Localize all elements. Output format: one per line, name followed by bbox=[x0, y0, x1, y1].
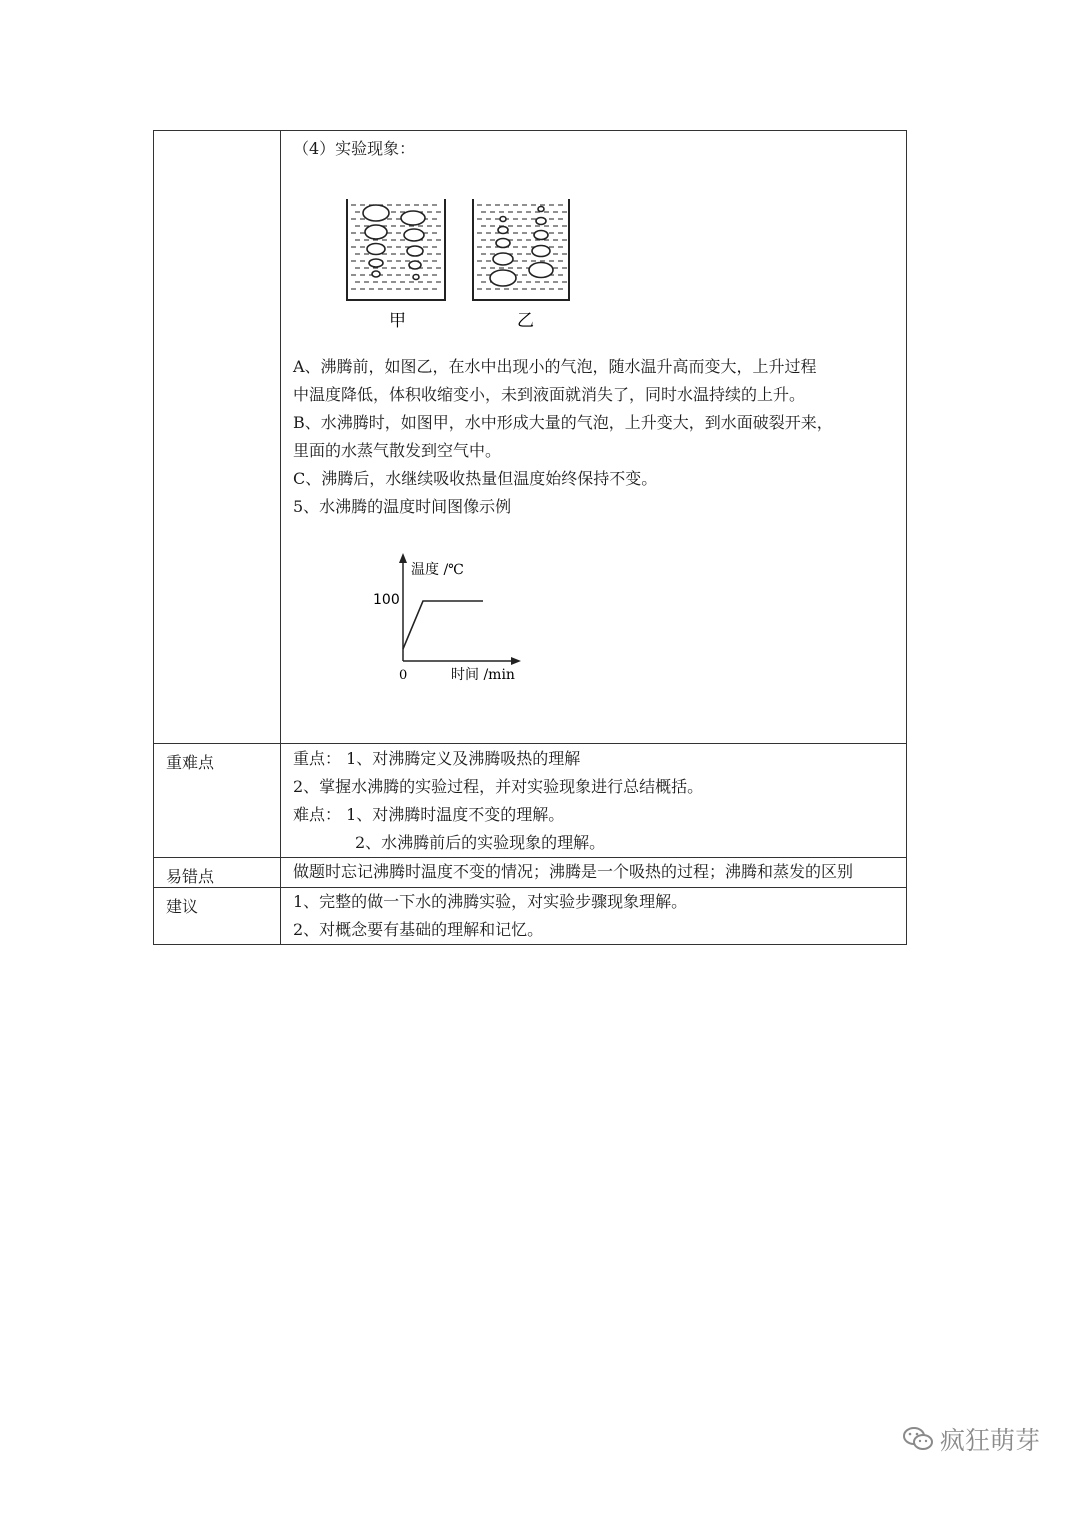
boiling-curve-chart bbox=[373, 549, 543, 684]
suggestions-content bbox=[281, 888, 907, 945]
y-axis-label: 温度 /℃ bbox=[411, 562, 464, 578]
key-points-row bbox=[154, 744, 907, 858]
paragraph-a-1: A、沸腾前，如图乙，在水中出现小的气泡，随水温升高而变大，上升过程 bbox=[293, 357, 817, 376]
key-point-1: 重点： 1、对沸腾定义及沸腾吸热的理解 bbox=[293, 749, 581, 768]
temperature-line bbox=[403, 601, 483, 649]
paragraph-b-2: 里面的水蒸气散发到空气中。 bbox=[293, 441, 502, 460]
experiment-row bbox=[154, 131, 907, 744]
suggestions-label: 建议 bbox=[154, 888, 281, 945]
x-axis-label: 时间 /min bbox=[451, 667, 515, 683]
key-point-2: 2、掌握水沸腾的实验过程，并对实验现象进行总结概括。 bbox=[293, 777, 704, 796]
experiment-heading: （4）实验现象： bbox=[293, 139, 416, 158]
wechat-icon bbox=[902, 1425, 934, 1453]
paragraph-5: 5、水沸腾的温度时间图像示例 bbox=[293, 497, 512, 516]
label-yi: 乙 bbox=[517, 311, 534, 331]
mistakes-content: 做题时忘记沸腾时温度不变的情况；沸腾是一个吸热的过程；沸腾和蒸发的区别 bbox=[281, 858, 907, 888]
boiling-beakers-figure bbox=[343, 193, 573, 333]
beaker-yi bbox=[473, 199, 569, 300]
lesson-table bbox=[153, 130, 907, 945]
watermark bbox=[902, 1419, 1052, 1459]
experiment-content-cell bbox=[281, 131, 907, 744]
mistakes-row bbox=[154, 858, 907, 888]
experiment-label-cell bbox=[154, 131, 281, 744]
difficult-point-2: 2、水沸腾前后的实验现象的理解。 bbox=[355, 833, 606, 852]
paragraph-b-1: B、水沸腾时，如图甲，水中形成大量的气泡，上升变大，到水面破裂开来， bbox=[293, 413, 833, 432]
label-jia: 甲 bbox=[389, 311, 406, 331]
key-points-label: 重难点 bbox=[154, 744, 281, 858]
beaker-jia bbox=[347, 199, 445, 300]
mistakes-label: 易错点 bbox=[154, 858, 281, 888]
suggestion-2: 2、对概念要有基础的理解和记忆。 bbox=[293, 920, 544, 939]
y-axis-arrow bbox=[399, 553, 407, 563]
paragraph-c: C、沸腾后，水继续吸收热量但温度始终保持不变。 bbox=[293, 469, 658, 488]
y-tick-100: 100 bbox=[373, 592, 400, 608]
difficult-point-1: 难点： 1、对沸腾时温度不变的理解。 bbox=[293, 805, 565, 824]
origin-label: 0 bbox=[399, 668, 408, 683]
suggestions-row bbox=[154, 888, 907, 945]
paragraph-a-2: 中温度降低，体积收缩变小，未到液面就消失了，同时水温持续的上升。 bbox=[293, 385, 806, 404]
x-axis-arrow bbox=[511, 657, 521, 665]
key-points-content bbox=[281, 744, 907, 858]
watermark-text: 疯狂萌芽 bbox=[940, 1426, 1041, 1455]
suggestion-1: 1、完整的做一下水的沸腾实验，对实验步骤现象理解。 bbox=[293, 892, 688, 911]
